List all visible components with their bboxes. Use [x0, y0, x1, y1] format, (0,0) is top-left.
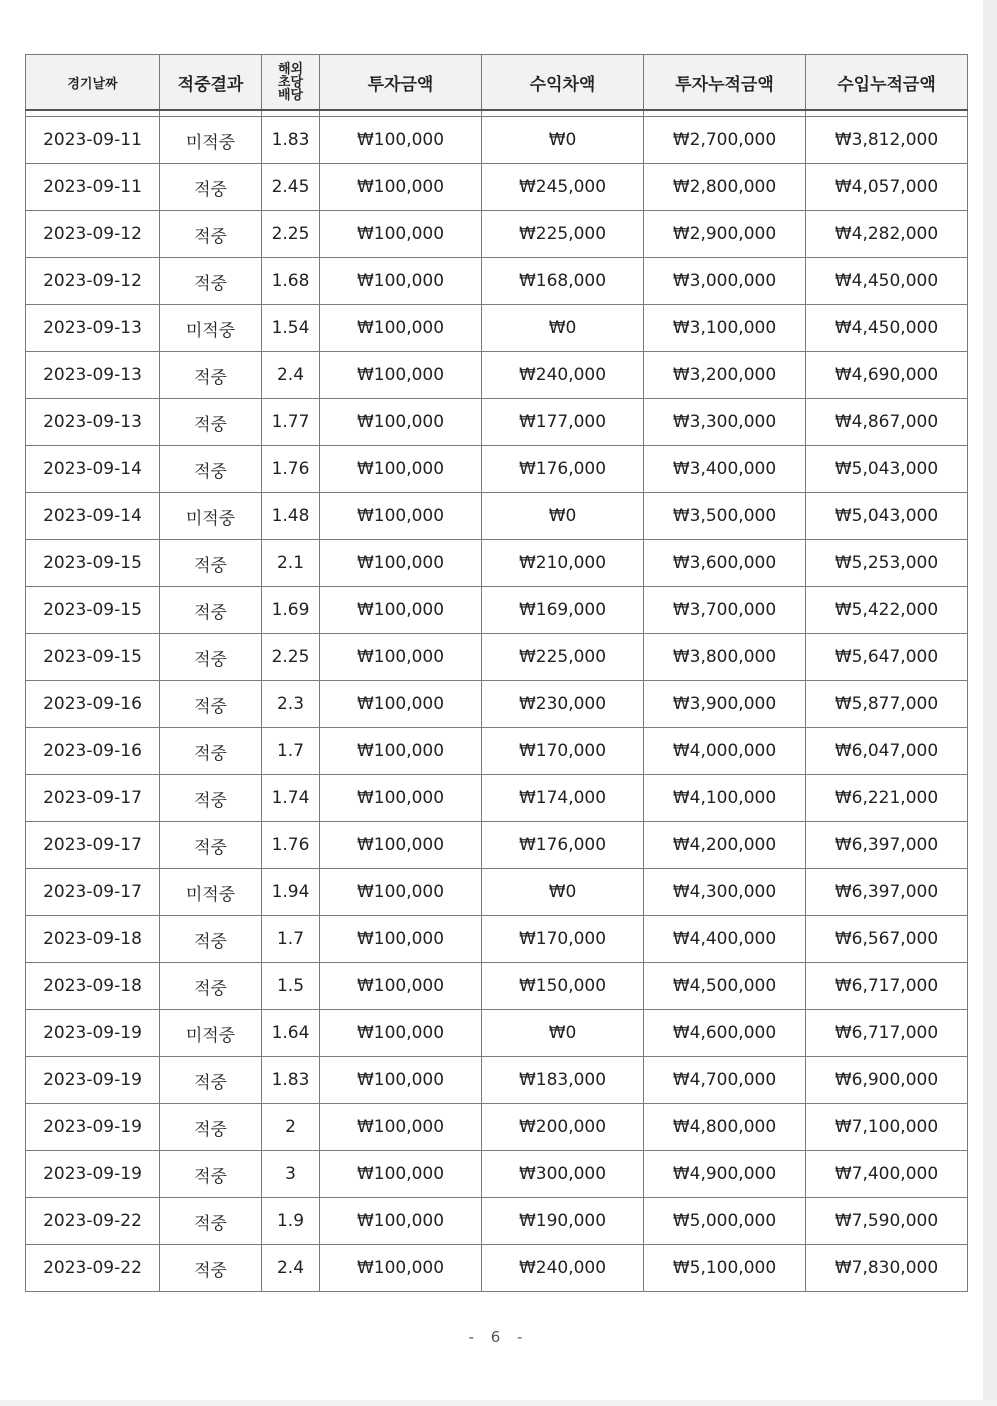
cell-result: 적중 [160, 1151, 262, 1198]
cell-stake: ₩100,000 [320, 1010, 482, 1057]
cell-date: 2023-09-12 [26, 211, 160, 258]
cell-result: 미적중 [160, 1010, 262, 1057]
cell-profit: ₩240,000 [482, 1245, 644, 1292]
cell-profit: ₩0 [482, 1010, 644, 1057]
cell-date: 2023-09-19 [26, 1151, 160, 1198]
cell-result: 적중 [160, 1104, 262, 1151]
cell-stake: ₩100,000 [320, 916, 482, 963]
cell-date: 2023-09-13 [26, 305, 160, 352]
cell-date: 2023-09-12 [26, 258, 160, 305]
table-row [26, 916, 968, 963]
cell-odds: 1.76 [262, 446, 320, 493]
cell-odds: 1.77 [262, 399, 320, 446]
cell-profit: ₩183,000 [482, 1057, 644, 1104]
cell-stake: ₩100,000 [320, 211, 482, 258]
cell-cumulative-stake: ₩4,700,000 [644, 1057, 806, 1104]
page-bottom-edge [0, 1400, 997, 1406]
cell-result: 적중 [160, 728, 262, 775]
cell-date: 2023-09-22 [26, 1198, 160, 1245]
cell-odds: 2.4 [262, 1245, 320, 1292]
cell-date: 2023-09-13 [26, 399, 160, 446]
cell-profit: ₩176,000 [482, 446, 644, 493]
cell-date: 2023-09-13 [26, 352, 160, 399]
table-row [26, 1245, 968, 1292]
cell-cumulative-stake: ₩4,300,000 [644, 869, 806, 916]
cell-result: 적중 [160, 446, 262, 493]
table-row [26, 1057, 968, 1104]
table-row [26, 681, 968, 728]
cell-profit: ₩210,000 [482, 540, 644, 587]
header-profit: 수익차액 [482, 55, 644, 111]
cell-stake: ₩100,000 [320, 775, 482, 822]
cell-cumulative-income: ₩5,043,000 [806, 446, 968, 493]
table-row [26, 587, 968, 634]
cell-odds: 3 [262, 1151, 320, 1198]
cell-date: 2023-09-19 [26, 1057, 160, 1104]
cell-profit: ₩170,000 [482, 916, 644, 963]
cell-stake: ₩100,000 [320, 728, 482, 775]
table-row [26, 399, 968, 446]
cell-stake: ₩100,000 [320, 1057, 482, 1104]
table-row [26, 305, 968, 352]
cell-result: 적중 [160, 211, 262, 258]
cell-odds: 2.25 [262, 211, 320, 258]
cell-cumulative-stake: ₩5,000,000 [644, 1198, 806, 1245]
cell-date: 2023-09-15 [26, 540, 160, 587]
table-row [26, 869, 968, 916]
cell-date: 2023-09-11 [26, 117, 160, 164]
cell-cumulative-stake: ₩3,900,000 [644, 681, 806, 728]
cell-date: 2023-09-14 [26, 493, 160, 540]
cell-date: 2023-09-14 [26, 446, 160, 493]
cell-date: 2023-09-17 [26, 775, 160, 822]
table-body [26, 110, 968, 1292]
cell-cumulative-income: ₩6,717,000 [806, 963, 968, 1010]
cell-stake: ₩100,000 [320, 822, 482, 869]
table-row [26, 1151, 968, 1198]
cell-result: 적중 [160, 540, 262, 587]
page-right-edge [983, 0, 997, 1406]
header-odds-line1: 해외 [277, 61, 304, 77]
cell-odds: 1.83 [262, 1057, 320, 1104]
cell-profit: ₩225,000 [482, 211, 644, 258]
cell-result: 적중 [160, 916, 262, 963]
cell-date: 2023-09-16 [26, 681, 160, 728]
cell-odds: 2.1 [262, 540, 320, 587]
cell-cumulative-stake: ₩2,900,000 [644, 211, 806, 258]
cell-cumulative-income: ₩5,043,000 [806, 493, 968, 540]
cell-odds: 1.69 [262, 587, 320, 634]
cell-odds: 1.7 [262, 728, 320, 775]
header-date: 경기날짜 [26, 55, 160, 111]
cell-odds: 1.7 [262, 916, 320, 963]
cell-profit: ₩169,000 [482, 587, 644, 634]
cell-profit: ₩245,000 [482, 164, 644, 211]
cell-cumulative-stake: ₩4,400,000 [644, 916, 806, 963]
cell-stake: ₩100,000 [320, 258, 482, 305]
cell-result: 적중 [160, 1198, 262, 1245]
cell-cumulative-stake: ₩4,500,000 [644, 963, 806, 1010]
cell-cumulative-income: ₩4,450,000 [806, 258, 968, 305]
cell-cumulative-stake: ₩4,100,000 [644, 775, 806, 822]
table-row [26, 446, 968, 493]
cell-odds: 1.94 [262, 869, 320, 916]
cell-cumulative-income: ₩6,567,000 [806, 916, 968, 963]
cell-stake: ₩100,000 [320, 1151, 482, 1198]
cell-cumulative-stake: ₩4,800,000 [644, 1104, 806, 1151]
cell-cumulative-stake: ₩4,000,000 [644, 728, 806, 775]
cell-odds: 2.45 [262, 164, 320, 211]
cell-odds: 1.83 [262, 117, 320, 164]
cell-stake: ₩100,000 [320, 963, 482, 1010]
cell-stake: ₩100,000 [320, 305, 482, 352]
cell-cumulative-income: ₩7,830,000 [806, 1245, 968, 1292]
header-cumulative-stake: 투자누적금액 [644, 55, 806, 111]
cell-cumulative-income: ₩6,397,000 [806, 869, 968, 916]
cell-result: 적중 [160, 1245, 262, 1292]
cell-odds: 2.3 [262, 681, 320, 728]
cell-odds: 1.68 [262, 258, 320, 305]
cell-cumulative-income: ₩7,590,000 [806, 1198, 968, 1245]
cell-odds: 2.25 [262, 634, 320, 681]
cell-profit: ₩150,000 [482, 963, 644, 1010]
cell-odds: 1.64 [262, 1010, 320, 1057]
table-row [26, 117, 968, 164]
cell-cumulative-income: ₩4,282,000 [806, 211, 968, 258]
cell-cumulative-stake: ₩4,900,000 [644, 1151, 806, 1198]
cell-cumulative-income: ₩7,100,000 [806, 1104, 968, 1151]
cell-cumulative-stake: ₩4,200,000 [644, 822, 806, 869]
cell-cumulative-income: ₩5,422,000 [806, 587, 968, 634]
cell-odds: 1.48 [262, 493, 320, 540]
cell-odds: 1.74 [262, 775, 320, 822]
table-row [26, 1010, 968, 1057]
betting-record-table [25, 54, 968, 1292]
cell-result: 적중 [160, 258, 262, 305]
cell-result: 적중 [160, 822, 262, 869]
cell-cumulative-income: ₩4,690,000 [806, 352, 968, 399]
cell-cumulative-income: ₩6,221,000 [806, 775, 968, 822]
cell-stake: ₩100,000 [320, 117, 482, 164]
cell-cumulative-income: ₩7,400,000 [806, 1151, 968, 1198]
cell-cumulative-stake: ₩3,300,000 [644, 399, 806, 446]
cell-odds: 1.5 [262, 963, 320, 1010]
cell-stake: ₩100,000 [320, 1104, 482, 1151]
cell-date: 2023-09-19 [26, 1010, 160, 1057]
cell-profit: ₩200,000 [482, 1104, 644, 1151]
cell-cumulative-stake: ₩3,700,000 [644, 587, 806, 634]
cell-result: 미적중 [160, 117, 262, 164]
cell-profit: ₩300,000 [482, 1151, 644, 1198]
cell-cumulative-stake: ₩2,800,000 [644, 164, 806, 211]
table-row [26, 164, 968, 211]
cell-result: 미적중 [160, 869, 262, 916]
cell-profit: ₩240,000 [482, 352, 644, 399]
cell-cumulative-stake: ₩3,400,000 [644, 446, 806, 493]
cell-stake: ₩100,000 [320, 540, 482, 587]
cell-stake: ₩100,000 [320, 587, 482, 634]
cell-cumulative-income: ₩6,397,000 [806, 822, 968, 869]
cell-odds: 2 [262, 1104, 320, 1151]
cell-profit: ₩0 [482, 117, 644, 164]
header-result: 적중결과 [160, 55, 262, 111]
cell-stake: ₩100,000 [320, 1245, 482, 1292]
cell-stake: ₩100,000 [320, 164, 482, 211]
cell-cumulative-income: ₩4,057,000 [806, 164, 968, 211]
cell-stake: ₩100,000 [320, 352, 482, 399]
cell-result: 적중 [160, 775, 262, 822]
cell-result: 적중 [160, 587, 262, 634]
table-row [26, 258, 968, 305]
cell-date: 2023-09-18 [26, 916, 160, 963]
table-row [26, 775, 968, 822]
table-row [26, 540, 968, 587]
cell-date: 2023-09-22 [26, 1245, 160, 1292]
cell-profit: ₩225,000 [482, 634, 644, 681]
cell-result: 적중 [160, 681, 262, 728]
cell-result: 미적중 [160, 305, 262, 352]
page-number: - 6 - [468, 1328, 529, 1346]
header-stake: 투자금액 [320, 55, 482, 111]
cell-cumulative-income: ₩4,867,000 [806, 399, 968, 446]
cell-odds: 1.9 [262, 1198, 320, 1245]
header-odds-line2: 초당 [277, 74, 304, 90]
cell-odds: 1.54 [262, 305, 320, 352]
cell-date: 2023-09-15 [26, 587, 160, 634]
cell-result: 적중 [160, 352, 262, 399]
cell-profit: ₩0 [482, 493, 644, 540]
table-row [26, 728, 968, 775]
cell-cumulative-stake: ₩3,500,000 [644, 493, 806, 540]
table-row [26, 352, 968, 399]
cell-result: 적중 [160, 399, 262, 446]
cell-result: 적중 [160, 1057, 262, 1104]
cell-result: 적중 [160, 164, 262, 211]
cell-date: 2023-09-18 [26, 963, 160, 1010]
cell-stake: ₩100,000 [320, 446, 482, 493]
cell-cumulative-stake: ₩3,000,000 [644, 258, 806, 305]
cell-stake: ₩100,000 [320, 681, 482, 728]
cell-stake: ₩100,000 [320, 634, 482, 681]
cell-cumulative-stake: ₩3,600,000 [644, 540, 806, 587]
cell-odds: 1.76 [262, 822, 320, 869]
cell-cumulative-stake: ₩3,200,000 [644, 352, 806, 399]
cell-date: 2023-09-16 [26, 728, 160, 775]
cell-cumulative-stake: ₩5,100,000 [644, 1245, 806, 1292]
cell-profit: ₩176,000 [482, 822, 644, 869]
cell-cumulative-income: ₩5,647,000 [806, 634, 968, 681]
cell-cumulative-stake: ₩3,100,000 [644, 305, 806, 352]
table-row [26, 634, 968, 681]
table-row [26, 1104, 968, 1151]
cell-result: 적중 [160, 634, 262, 681]
cell-cumulative-income: ₩5,253,000 [806, 540, 968, 587]
cell-date: 2023-09-17 [26, 869, 160, 916]
cell-cumulative-income: ₩6,717,000 [806, 1010, 968, 1057]
header-cumulative-income: 수입누적금액 [806, 55, 968, 111]
cell-stake: ₩100,000 [320, 869, 482, 916]
cell-cumulative-stake: ₩3,800,000 [644, 634, 806, 681]
cell-profit: ₩230,000 [482, 681, 644, 728]
header-odds-line3: 배당 [277, 87, 304, 103]
table-row [26, 822, 968, 869]
header-odds [262, 55, 320, 111]
cell-cumulative-income: ₩4,450,000 [806, 305, 968, 352]
cell-profit: ₩0 [482, 869, 644, 916]
cell-stake: ₩100,000 [320, 493, 482, 540]
cell-cumulative-stake: ₩2,700,000 [644, 117, 806, 164]
cell-date: 2023-09-19 [26, 1104, 160, 1151]
cell-profit: ₩170,000 [482, 728, 644, 775]
cell-cumulative-income: ₩5,877,000 [806, 681, 968, 728]
cell-cumulative-income: ₩6,047,000 [806, 728, 968, 775]
cell-date: 2023-09-15 [26, 634, 160, 681]
cell-stake: ₩100,000 [320, 1198, 482, 1245]
cell-profit: ₩190,000 [482, 1198, 644, 1245]
table-row [26, 493, 968, 540]
cell-profit: ₩168,000 [482, 258, 644, 305]
table-header-row [26, 55, 968, 111]
cell-profit: ₩174,000 [482, 775, 644, 822]
cell-stake: ₩100,000 [320, 399, 482, 446]
cell-profit: ₩0 [482, 305, 644, 352]
cell-result: 적중 [160, 963, 262, 1010]
table-row [26, 211, 968, 258]
cell-date: 2023-09-17 [26, 822, 160, 869]
cell-cumulative-stake: ₩4,600,000 [644, 1010, 806, 1057]
cell-date: 2023-09-11 [26, 164, 160, 211]
cell-cumulative-income: ₩6,900,000 [806, 1057, 968, 1104]
cell-result: 미적중 [160, 493, 262, 540]
cell-profit: ₩177,000 [482, 399, 644, 446]
table-row [26, 963, 968, 1010]
cell-cumulative-income: ₩3,812,000 [806, 117, 968, 164]
cell-odds: 2.4 [262, 352, 320, 399]
table-row [26, 1198, 968, 1245]
